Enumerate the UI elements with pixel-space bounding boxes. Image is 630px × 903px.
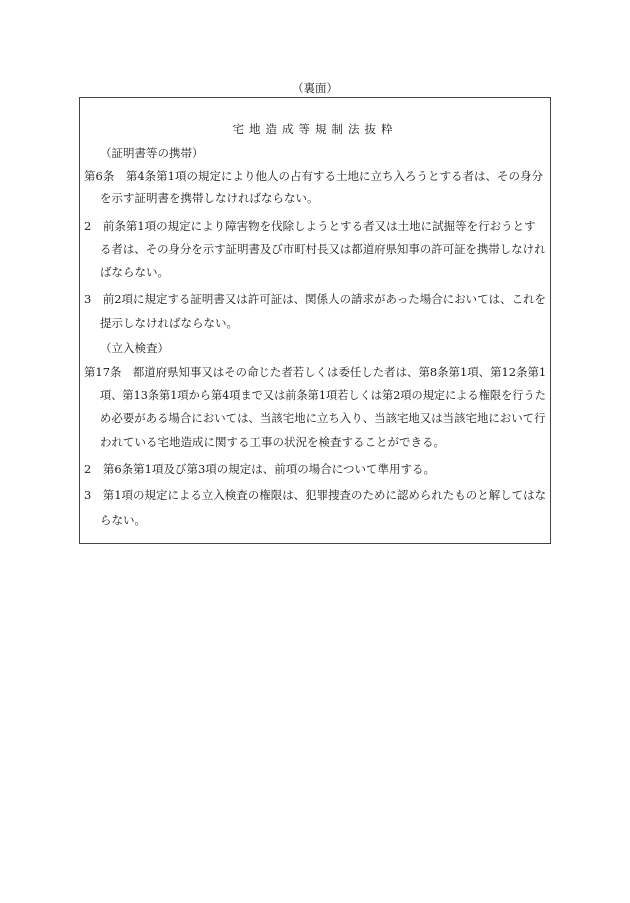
- section-caption-certificate: （証明書等の携帯）: [100, 146, 204, 160]
- article-17-para-2-line-1: 2 第6条第1項及び第3項の規定は、前項の場合について準用する。: [84, 462, 436, 476]
- article-17-line-3: め必要がある場合においては、当該宅地に立ち入り、当該宅地又は当該宅地において行: [100, 411, 546, 425]
- document-title: 宅地造成等規制法抜粋: [232, 122, 398, 136]
- article-6-para-2-line-1: 2 前条第1項の規定により障害物を伐除しようとする者又は土地に試掘等を行おうとす: [84, 219, 536, 233]
- article-6-para-2-line-3: ばならない。: [100, 265, 169, 279]
- article-17-para-3-line-2: らない。: [100, 513, 146, 527]
- article-6-para-3-line-1: 3 前2項に規定する証明書又は許可証は、関係人の請求があった場合においては、これを: [84, 292, 546, 306]
- page-heading: （裏面）: [292, 81, 338, 95]
- article-17-para-3-line-1: 3 第1項の規定による立入検査の権限は、犯罪捜査のために認められたものと解してはな: [84, 488, 547, 502]
- article-6-line-2: を示す証明書を携帯しなければならない。: [100, 191, 319, 205]
- section-caption-inspection: （立入検査）: [100, 341, 169, 355]
- article-6-para-2-line-2: る者は、その身分を示す証明書及び市町村長又は都道府県知事の許可証を携帯しなけれ: [100, 242, 546, 256]
- article-17-line-2: 項、第13条第1項から第4項まで又は前条第1項若しくは第2項の規定による権限を行うた: [100, 388, 546, 402]
- article-17-line-1: 第17条 都道府県知事又はその命じた者若しくは委任した者は、第8条第1項、第12条第1: [84, 365, 547, 379]
- article-17-line-4: われている宅地造成に関する工事の状況を検査することができる。: [100, 435, 445, 449]
- article-6-para-3-line-2: 提示しなければならない。: [100, 316, 238, 330]
- article-6-line-1: 第6条 第4条第1項の規定により他人の占有する土地に立ち入ろうとする者は、その身分: [84, 169, 543, 183]
